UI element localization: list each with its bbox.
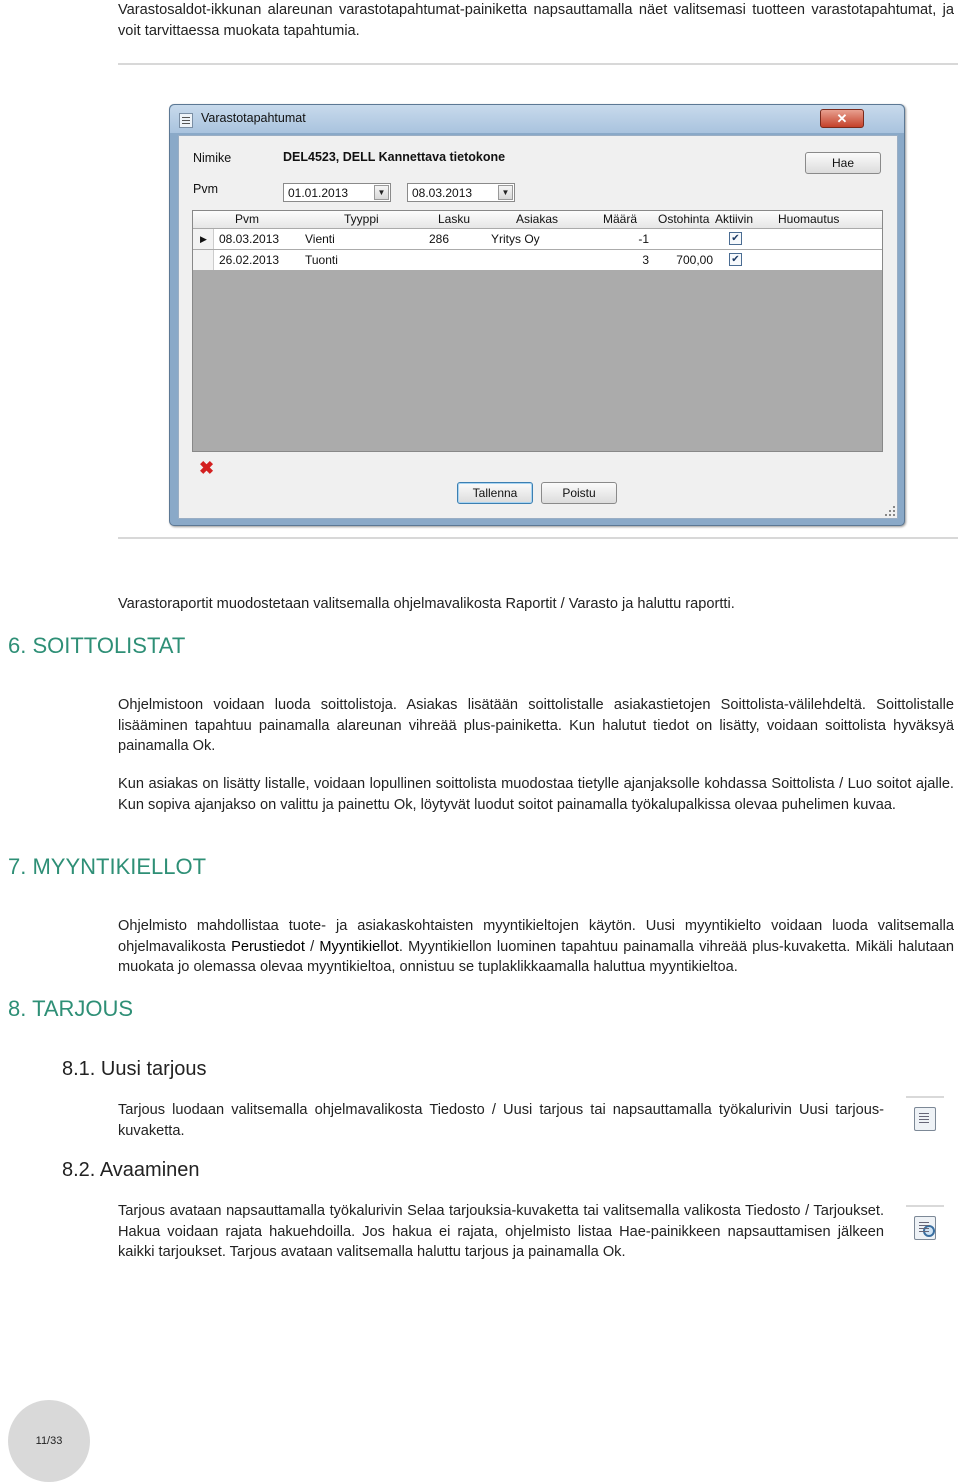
divider-top — [118, 63, 958, 65]
col-tyyppi[interactable]: Tyyppi — [344, 212, 379, 226]
menu-link-myyntikiellot[interactable]: Myyntikiellot — [319, 938, 399, 955]
chevron-down-icon[interactable]: ▼ — [498, 185, 513, 200]
close-icon[interactable]: ✕ — [820, 109, 864, 128]
date-from-value: 01.01.2013 — [288, 186, 349, 200]
cell-pvm: 08.03.2013 — [219, 232, 280, 246]
myyntikiellot-paragraph — [118, 916, 954, 978]
cell-maara: -1 — [638, 232, 649, 246]
divider-bottom — [118, 537, 958, 539]
myyntikiellot-text-start: Ohjelmisto mahdollistaa tuote- ja asiakaskohtaisten myyntikieltojen käytön. Uusi myyntikielto voidaan luoda valitsemalla ohjelmavalikosta — [118, 918, 954, 955]
save-button[interactable]: Tallenna — [457, 482, 533, 504]
section-heading-tarjous: 8. TARJOUS — [8, 996, 134, 1021]
browse-offers-icon — [906, 1205, 944, 1249]
product-name: DEL4523, DELL Kannettava tietokone — [283, 150, 506, 164]
cell-asiakas: Yritys Oy — [491, 232, 540, 246]
app-icon — [179, 113, 193, 128]
active-checkbox[interactable]: ✔ — [729, 253, 742, 266]
cell-pvm: 26.02.2013 — [219, 253, 280, 267]
nimike-label: Nimike — [193, 151, 232, 165]
grid-header — [193, 211, 882, 229]
row-selector-icon[interactable] — [193, 229, 214, 249]
soittolistat-paragraph-1: Ohjelmistoon voidaan luoda soittolistoja. Asiakas lisätään soittolistalle asiakastietojen Soittolista-välilehdeltä. Soittolistalle lisääminen tapahtuu painamalla alareunan vihreää plus-painiketta. Kun halutut tiedot on lisätty, voidaan soittolista hyväksyä painamalla Ok. — [118, 697, 954, 754]
resize-grip-icon[interactable] — [885, 506, 895, 516]
events-grid — [192, 210, 883, 452]
cell-lasku: 286 — [429, 232, 450, 246]
col-aktiivinen[interactable]: Aktiivin — [715, 212, 754, 226]
section-heading-soittolistat: 6. SOITTOLISTAT — [8, 633, 186, 658]
hae-button[interactable]: Hae — [805, 152, 881, 174]
window-client — [178, 135, 898, 519]
pvm-label: Pvm — [193, 182, 218, 196]
soittolistat-paragraph-2: Kun asiakas on lisätty listalle, voidaan lopullinen soittolista muodostaa tietylle ajanjaksolle kohdassa Soittolista / Luo soitot ajalle. Kun sopiva ajanjakso on valittu ja painettu Ok, löytyvät luodut soitot painamalla työkalupalkissa olevaa puhelimen kuvaa. — [118, 776, 954, 813]
uusi-tarjous-paragraph: Tarjous luodaan valitsemalla ohjelmavalikosta Tiedosto / Uusi tarjous tai napsauttamalla työkalurivin Uusi tarjous-kuvaketta. — [118, 1102, 884, 1139]
col-ostohinta[interactable]: Ostohinta — [658, 212, 710, 226]
col-maara[interactable]: Määrä — [603, 212, 638, 226]
window-title: Varastotapahtumat — [201, 111, 306, 125]
myyntikiellot-text-end: . Myyntikiellon luominen tapahtuu painamalla vihreää plus-kuvaketta. Mikäli halutaan muokata jo olemassa olevaa myyntikieltoa, onnistuu se tuplaklikkaamalla haluttua myyntikieltoa. — [118, 938, 954, 975]
avaaminen-paragraph: Tarjous avataan napsauttamalla työkalurivin Selaa tarjouksia-kuvaketta tai valitsemalla valikosta Tiedosto / Tarjoukset. Hakua voidaan rajata hakuehdoilla. Jos hakua ei rajata, ohjelmisto listaa Hae-painikkeen napsauttamisen jälkeen kaikki tarjoukset. Tarjous avataan valitsemalla haluttu tarjous ja painamalla Ok. — [118, 1203, 884, 1260]
date-from-field[interactable] — [283, 183, 391, 202]
row-selector[interactable] — [193, 250, 214, 270]
col-lasku[interactable]: Lasku — [438, 212, 471, 226]
stock-events-window — [169, 104, 905, 526]
menu-link-perustiedot[interactable]: Perustiedot — [231, 938, 305, 955]
menu-separator: / — [304, 938, 320, 955]
report-paragraph: Varastoraportit muodostetaan valitsemalla ohjelmavalikosta Raportit / Varasto ja haluttu raportti. — [118, 596, 735, 612]
page-number: 11/33 — [8, 1400, 90, 1482]
window-titlebar — [170, 105, 904, 133]
subheading-uusi-tarjous: 8.1. Uusi tarjous — [62, 1058, 207, 1080]
table-row[interactable] — [193, 250, 882, 270]
delete-row-icon[interactable]: ✖ — [199, 458, 215, 478]
cell-maara: 3 — [642, 253, 649, 267]
cell-tyyppi: Vienti — [305, 232, 335, 246]
col-asiakas[interactable]: Asiakas — [516, 212, 559, 226]
subheading-avaaminen: 8.2. Avaaminen — [62, 1159, 200, 1181]
active-checkbox[interactable]: ✔ — [729, 232, 742, 245]
cell-ostohinta: 700,00 — [676, 253, 713, 267]
new-offer-icon — [906, 1096, 944, 1140]
cell-ostohinta — [653, 229, 713, 249]
section-heading-myyntikiellot: 7. MYYNTIKIELLOT — [8, 854, 207, 879]
cell-tyyppi: Tuonti — [305, 253, 338, 267]
col-huomautus[interactable]: Huomautus — [778, 212, 840, 226]
intro-paragraph: Varastosaldot-ikkunan alareunan varastotapahtumat-painiketta napsauttamalla näet valitsemasi tuotteen varastotapahtumat, ja voit tarvittaessa muokata tapahtumia. — [118, 2, 954, 39]
date-to-value: 08.03.2013 — [412, 186, 473, 200]
table-row[interactable] — [193, 229, 882, 249]
date-to-field[interactable] — [407, 183, 515, 202]
chevron-down-icon[interactable]: ▼ — [374, 185, 389, 200]
col-pvm[interactable]: Pvm — [235, 212, 259, 226]
exit-button[interactable]: Poistu — [541, 482, 617, 504]
